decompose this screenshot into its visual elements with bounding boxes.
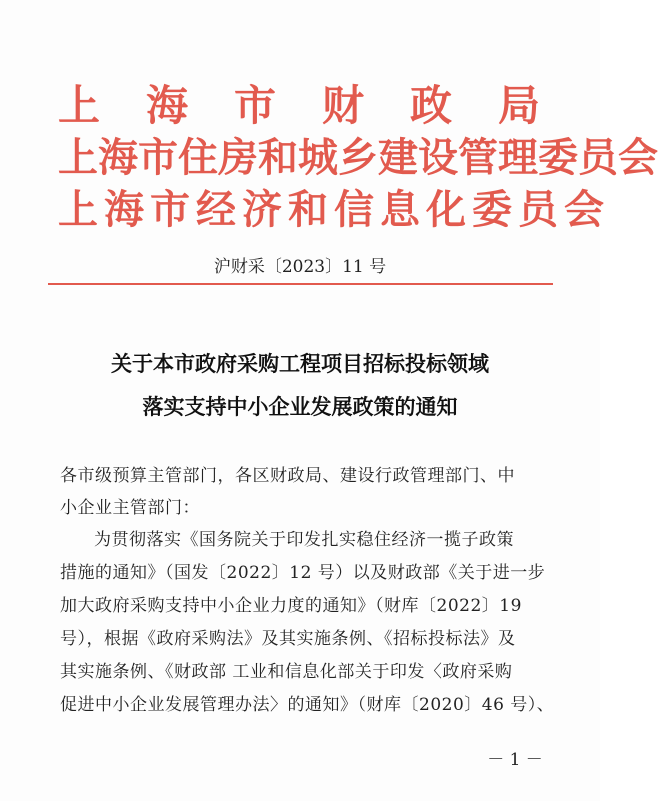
document-title-line-2: 落实支持中小企业发展政策的通知 (142, 394, 458, 419)
issuer-economy-commission: 上海市经济和信息化委员会 (58, 186, 610, 233)
document-title-line-1: 关于本市政府采购工程项目招标投标领域 (111, 351, 489, 376)
body-line-4: 措施的通知》（国发〔2022〕12 号）以及财政部《关于进一步 (60, 563, 546, 583)
issuer-housing-commission: 上海市住房和城乡建设管理委员会 (58, 134, 658, 181)
issuer-finance-bureau: 上海市财政局 (58, 81, 587, 130)
red-divider-line (48, 283, 553, 285)
body-line-6: 号），根据《政府采购法》及其实施条例、《招标投标法》及 (60, 629, 516, 649)
body-line-2: 小企业主管部门： (60, 498, 200, 518)
body-line-1: 各市级预算主管部门，各区财政局、建设行政管理部门、中 (60, 466, 515, 486)
body-line-8: 促进中小企业发展管理办法〉的通知》（财库〔2020〕46 号）、 (60, 695, 555, 715)
page-number: － 1 － (487, 750, 543, 770)
document-number: 沪财采〔2023〕11 号 (213, 257, 387, 277)
body-line-5: 加大政府采购支持中小企业力度的通知》（财库〔2022〕19 (60, 596, 522, 616)
body-line-7: 其实施条例、《财政部 工业和信息化部关于印发〈政府采购 (60, 662, 513, 682)
issuer-header (58, 80, 658, 236)
body-line-3: 为贯彻落实《国务院关于印发扎实稳住经济一揽子政策 (94, 530, 514, 550)
